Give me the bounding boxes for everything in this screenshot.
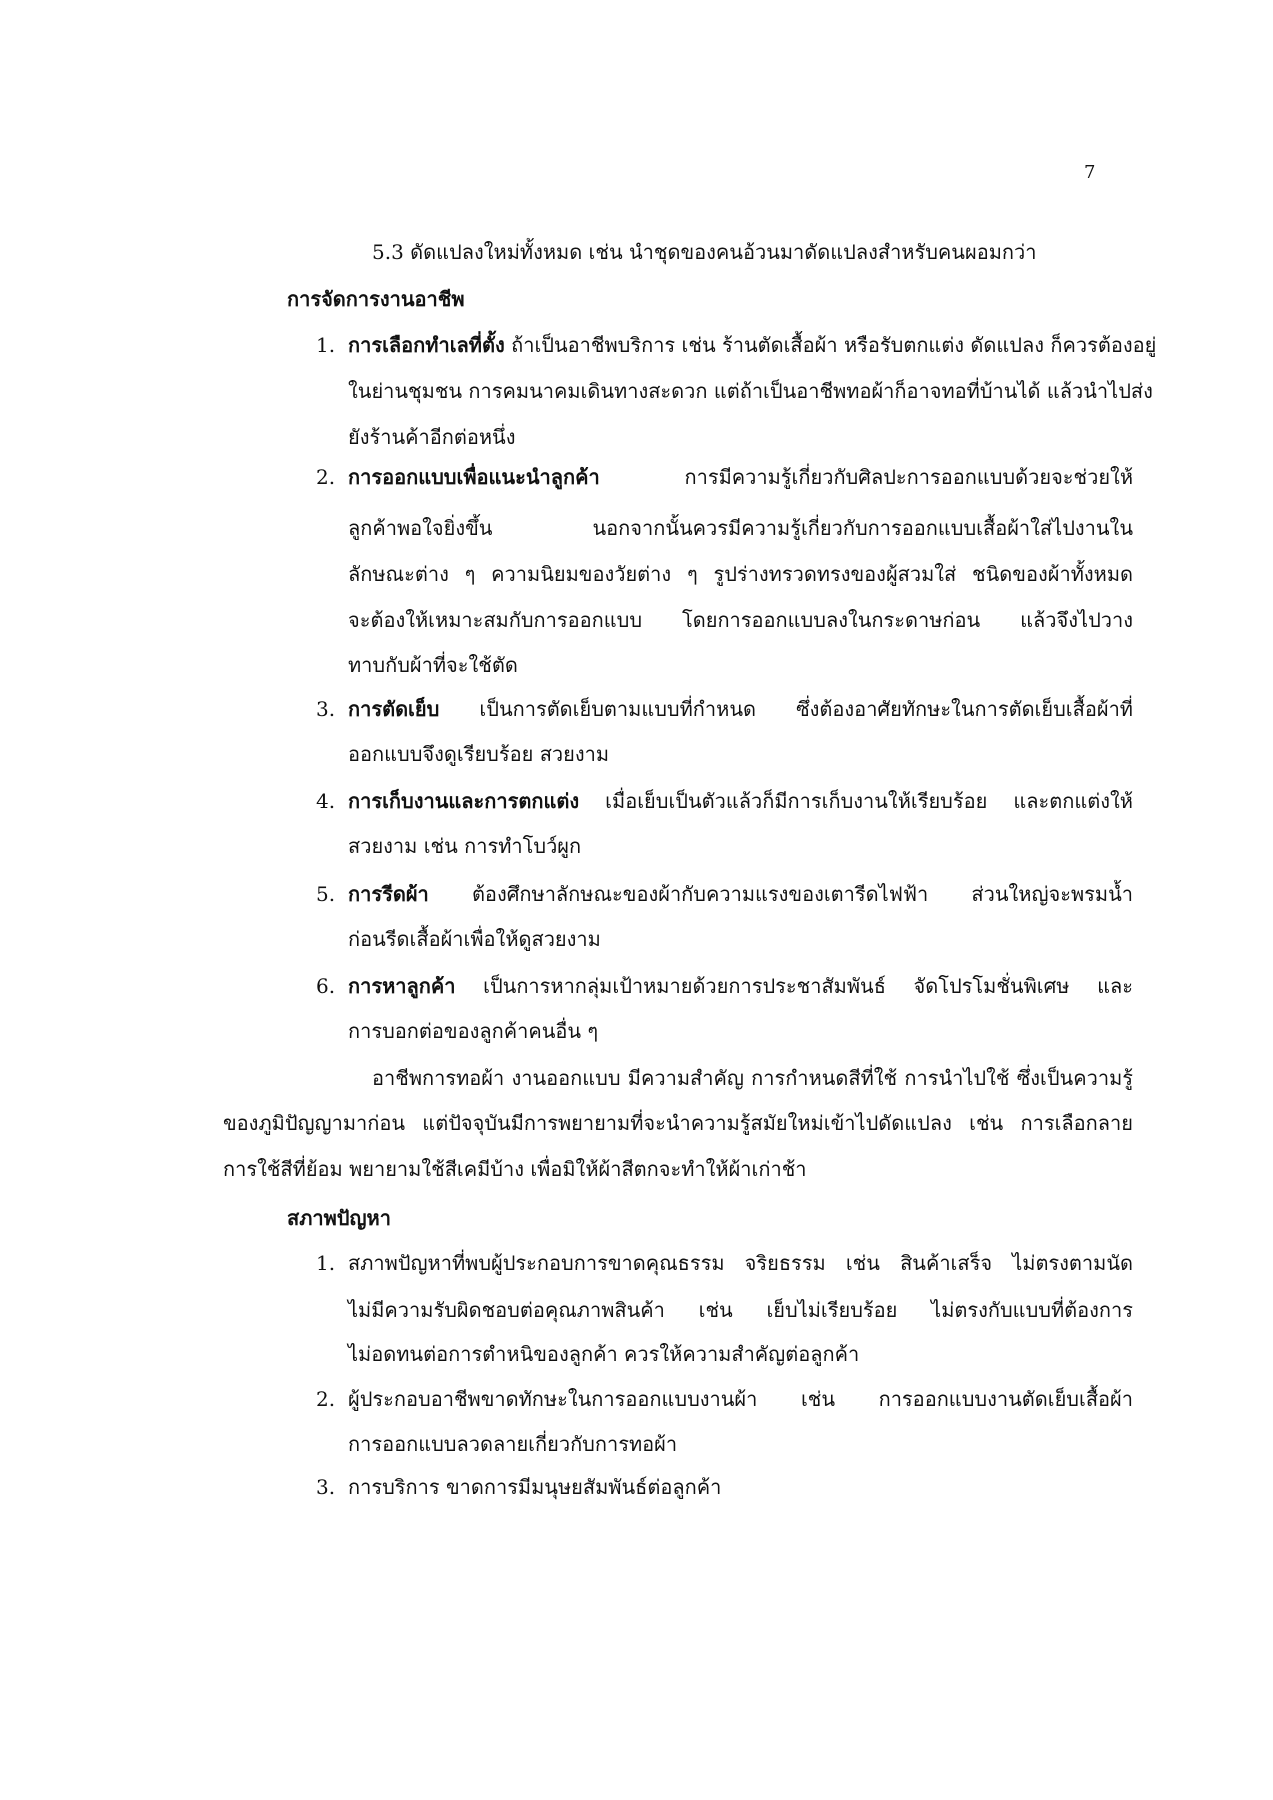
list-item-line: การออกแบบลวดลายเกี่ยวกับการทอผ้า [348,1432,678,1456]
list-item-text: การบอกต่อของลูกค้าคนอื่น ๆ [348,1019,599,1043]
list-item-text: ออกแบบจึงดูเรียบร้อย สวยงาม [348,742,610,766]
list-item-line: ไม่อดทนต่อการตำหนิของลูกค้า ควรให้ความสำคัญต่อลูกค้า [348,1342,860,1366]
list-item-title: การหาลูกค้า [348,974,456,998]
list-item-number: 1. [316,333,336,357]
list-item-line [348,462,1133,492]
paragraph-line: ของภูมิปัญญามาก่อน แต่ปัจจุบันมีการพยายามที่จะนำความรู้สมัยใหม่เข้าไปดัดแปลง เช่น การเลือกลาย [223,1111,1133,1135]
list-item-line [348,694,1133,724]
intro-line: 5.3 ดัดแปลงใหม่ทั้งหมด เช่น นำชุดของคนอ้วนมาดัดแปลงสำหรับคนผอมกว่า [372,240,1037,264]
list-item-number: 5. [316,882,336,906]
list-item-line: สภาพปัญหาที่พบผู้ประกอบการขาดคุณธรรม จริยธรรม เช่น สินค้าเสร็จ ไม่ตรงตามนัด [348,1251,1133,1275]
list-item-title: การรีดผ้า [348,882,429,906]
paragraph-line: การใช้สีที่ย้อม พยายามใช้สีเคมีบ้าง เพื่อมิให้ผ้าสีตกจะทำให้ผ้าเก่าช้า [223,1157,807,1181]
list-item-number: 1. [316,1251,336,1275]
list-item-text: การมีความรู้เกี่ยวกับศิลปะการออกแบบด้วยจะช่วยให้ [599,465,1133,489]
section-heading-career-management: การจัดการงานอาชีพ [287,287,465,311]
list-item-line [348,786,1133,816]
list-item-line [348,605,1133,635]
list-item-text: ยังร้านค้าอีกต่อหนึ่ง [348,425,516,449]
list-item-line [348,650,518,680]
list-item-line [348,422,515,452]
list-item-text: เป็นการตัดเย็บตามแบบที่กำหนด ซึ่งต้องอาศัยทักษะในการตัดเย็บเสื้อผ้าที่ [439,697,1133,721]
list-item-number: 2. [316,465,336,489]
list-item-line [348,330,1157,360]
list-item-line [348,739,609,769]
list-item-number: 6. [316,974,336,998]
list-item-line: การบริการ ขาดการมีมนุษยสัมพันธ์ต่อลูกค้า [348,1475,722,1499]
list-item-line [348,559,1133,589]
list-item-title: การออกแบบเพื่อแนะนำลูกค้า [348,465,600,489]
list-item-line [348,513,1133,543]
list-item-title: การเลือกทำเลที่ตั้ง [348,333,505,357]
list-item-line [348,879,1133,909]
list-item-text: ทาบกับผ้าที่จะใช้ตัด [348,653,518,677]
list-item-line [348,971,1133,1001]
list-item-text: ก่อนรีดเสื้อผ้าเพื่อให้ดูสวยงาม [348,927,601,951]
list-item-text: ถ้าเป็นอาชีพบริการ เช่น ร้านตัดเสื้อผ้า หรือรับตกแต่ง ดัดแปลง ก็ควรต้องอยู่ [504,333,1157,357]
page-number: 7 [1084,162,1096,183]
list-item-line: ไม่มีความรับผิดชอบต่อคุณภาพสินค้า เช่น เย็บไม่เรียบร้อย ไม่ตรงกับแบบที่ต้องการ [348,1298,1133,1322]
list-item-text: เมื่อเย็บเป็นตัวแล้วก็มีการเก็บงานให้เรียบร้อย และตกแต่งให้ [579,789,1133,813]
list-item-number: 3. [316,697,336,721]
list-item-title: การตัดเย็บ [348,697,440,721]
section-heading-problems: สภาพปัญหา [287,1206,391,1230]
list-item-text: ในย่านชุมชน การคมนาคมเดินทางสะดวก แต่ถ้าเป็นอาชีพทอผ้าก็อาจทอที่บ้านได้ แล้วนำไปส่ง [348,379,1153,403]
list-item-title: การเก็บงานและการตกแต่ง [348,789,580,813]
list-item-line [348,924,601,954]
list-item-text: เป็นการหากลุ่มเป้าหมายด้วยการประชาสัมพันธ์ จัดโปรโมชั่นพิเศษ และ [455,974,1133,998]
paragraph-line: อาชีพการทอผ้า งานออกแบบ มีความสำคัญ การกำหนดสีที่ใช้ การนำไปใช้ ซึ่งเป็นความรู้ [372,1066,1133,1090]
list-item-line [348,1016,598,1046]
list-item-text: จะต้องให้เหมาะสมกับการออกแบบ โดยการออกแบบลงในกระดาษก่อน แล้วจึงไปวาง [348,608,1133,632]
list-item-number: 3. [316,1475,336,1499]
list-item-text: ลักษณะต่าง ๆ ความนิยมของวัยต่าง ๆ รูปร่างทรวดทรงของผู้สวมใส่ ชนิดของผ้าทั้งหมด [348,562,1133,586]
list-item-number: 2. [316,1387,336,1411]
list-item-text: ต้องศึกษาลักษณะของผ้ากับความแรงของเตารีดไฟฟ้า ส่วนใหญ่จะพรมน้ำ [428,882,1133,906]
list-item-line: ผู้ประกอบอาชีพขาดทักษะในการออกแบบงานผ้า เช่น การออกแบบงานตัดเย็บเสื้อผ้า [348,1387,1133,1411]
list-item-text: ลูกค้าพอใจยิ่งขึ้น นอกจากนั้นควรมีความรู้เกี่ยวกับการออกแบบเสื้อผ้าใส่ไปงานใน [348,516,1133,540]
list-item-text: สวยงาม เช่น การทำโบว์ผูก [348,834,582,858]
list-item-line [348,831,581,861]
list-item-number: 4. [316,789,336,813]
list-item-line [348,376,1153,406]
